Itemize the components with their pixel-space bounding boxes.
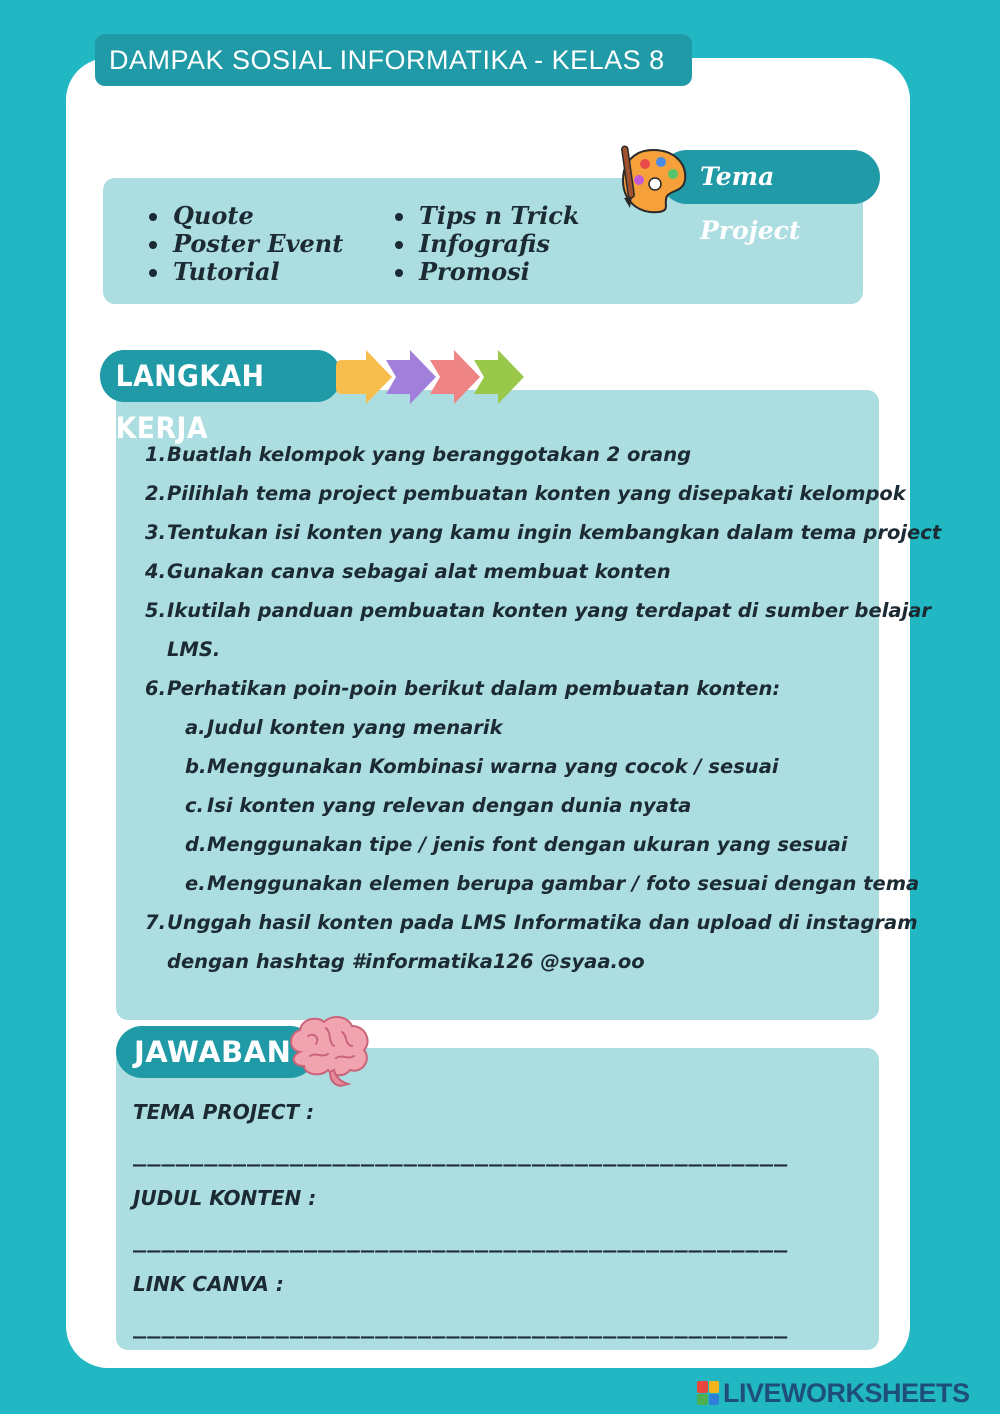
- sub-list-item: b. Menggunakan Kombinasi warna yang cocok / sesuai: [185, 755, 779, 778]
- paint-palette-icon: [615, 140, 691, 216]
- canva-link-label: LINK CANVA :: [133, 1272, 284, 1296]
- arrows-decoration-icon: [336, 346, 542, 408]
- liveworksheets-mark-icon: [697, 1381, 719, 1405]
- list-item: 5. Ikutilah panduan pembuatan konten yang terdapat di sumber belajar LMS.: [145, 599, 932, 661]
- theme-label: Tema Project: [660, 150, 880, 204]
- list-item: Quote: [145, 202, 343, 230]
- list-item: 4. Gunakan canva sebagai alat membuat konten: [145, 560, 671, 583]
- sub-list-item: a. Judul konten yang menarik: [185, 716, 503, 739]
- steps-list: [145, 435, 942, 981]
- page-title: DAMPAK SOSIAL INFORMATIKA - KELAS 8: [95, 34, 692, 86]
- answer-fields: [133, 1094, 863, 1352]
- sub-list-item: d. Menggunakan tipe / jenis font dengan ukuran yang sesuai: [185, 833, 848, 856]
- sub-list-item: e. Menggunakan elemen berupa gambar / foto sesuai dengan tema: [185, 872, 920, 895]
- canva-link-field[interactable]: ______________________________________________: [133, 1314, 789, 1339]
- answer-heading: JAWABAN: [116, 1026, 316, 1078]
- theme-project-field[interactable]: ______________________________________________: [133, 1142, 789, 1167]
- list-item: Infografis: [391, 230, 580, 258]
- sub-list-item: c. Isi konten yang relevan dengan dunia nyata: [185, 794, 692, 817]
- content-title-label: JUDUL KONTEN :: [133, 1186, 317, 1210]
- brand-name: LIVEWORKSHEETS: [723, 1377, 970, 1408]
- list-item: Tutorial: [145, 258, 343, 286]
- theme-list-left: [145, 202, 343, 286]
- list-item: Promosi: [391, 258, 580, 286]
- list-item: 7. Unggah hasil konten pada LMS Informatika dan upload di instagram dengan hashtag #informatika126 @syaa.oo: [145, 911, 918, 973]
- list-item: 1. Buatlah kelompok yang beranggotakan 2 orang: [145, 443, 692, 466]
- content-title-field[interactable]: ______________________________________________: [133, 1228, 789, 1253]
- liveworksheets-logo[interactable]: [697, 1378, 970, 1408]
- theme-list-right: [391, 202, 580, 286]
- list-item: 2. Pilihlah tema project pembuatan konten yang disepakati kelompok: [145, 482, 906, 505]
- brain-icon: [282, 1012, 378, 1088]
- list-item: Tips n Trick: [391, 202, 580, 230]
- list-item: 3. Tentukan isi konten yang kamu ingin kembangkan dalam tema project: [145, 521, 942, 544]
- list-item: Poster Event: [145, 230, 343, 258]
- list-item: 6. Perhatikan poin-poin berikut dalam pembuatan konten:: [145, 677, 781, 700]
- theme-project-label: TEMA PROJECT :: [133, 1100, 315, 1124]
- steps-heading: LANGKAH KERJA: [100, 350, 341, 402]
